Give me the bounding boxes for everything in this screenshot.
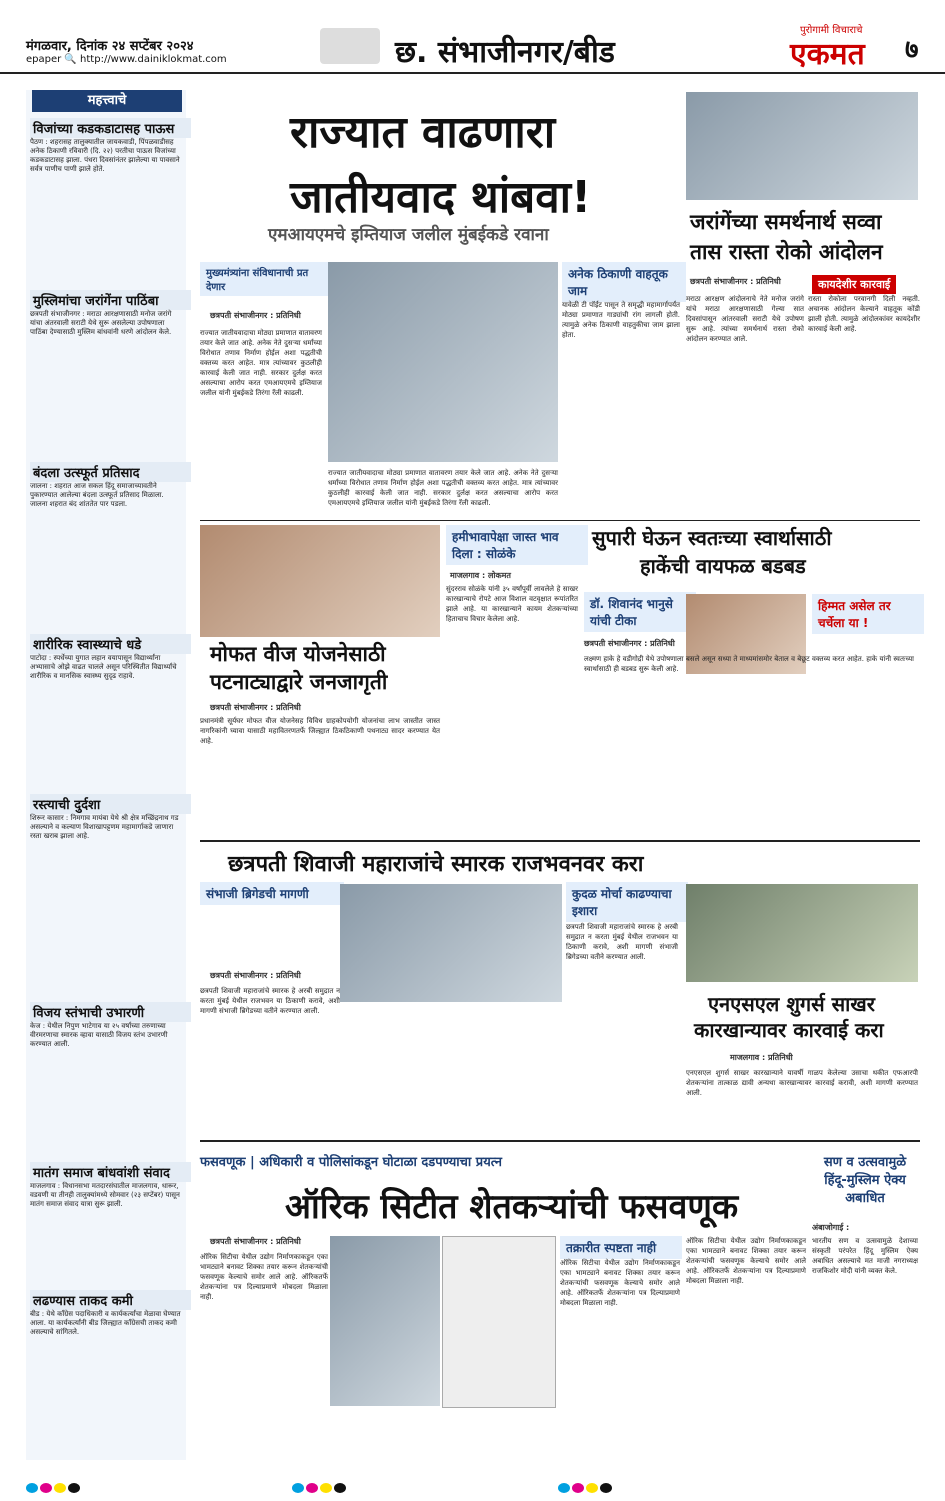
epaper-url[interactable]: epaper 🔍 http://www.dainiklokmat.com <box>26 54 227 65</box>
story-body: मराठा आरक्षण आंदोलनाचे नेते मनोज जरांगे यांचे मराठा आरक्षणासाठी गेल्या सात दिवसांपासून आंतरवाली सराटी येथे उपोषण सुरू आहे. त्यांच्या समर्थनार्थ रास्ता रोको आंदोलन करण्यात आले. <box>686 295 804 343</box>
color-registration-bar <box>26 1478 916 1488</box>
story-body: ऑरिक सिटीचा येथील उद्योग निर्माणकाकडून एका भामट्याने बनावट शिक्का तयार करून शेतकऱ्यांची फसवणूक केल्याचे समोर आले आहे. ऑरिकतर्फे शेतकऱ्यांना पत्र दिल्याप्रमाणे मोबदला मिळाला नाही. <box>686 1237 806 1285</box>
news-photo <box>328 262 558 462</box>
brief-text: जालना : शहरात आज सकल हिंदू समाजाच्यावतीने पुकारण्यात आलेल्या बंदला उत्स्फूर्त प्रतिसाद मिळाला. जालना शहरात बंद शांततेत पार पडला. <box>30 482 164 508</box>
story-body: एनएसएल शुगर्स साखर कारखान्याने यावर्षी गाळप केलेल्या उसाचा थकीत एफआरपी शेतकऱ्यांना तात्काळ द्यावी अन्यथा कारखान्यावर कारवाई करावी, अशी मागणी करण्यात आली. <box>686 1069 918 1097</box>
byline: माजलगाव : लोकमत <box>450 571 511 580</box>
story-body: रास्ता रोकोला परवानगी दिली नव्हती. अचानक आंदोलन केल्याने वाहतूक कोंडी झाली होती. त्यामुळे आंदोलकांवर कायदेशीर कारवाई केली आहे. <box>808 295 920 333</box>
story-body: यावेळी टी पॉईंट पासून ते समृद्धी महामार्गापर्यंत मोठ्या प्रमाणात गाड्यांची रांग लागली होती. त्यामुळे अनेक ठिकाणी वाहतुकीचा जाम झाला होता. <box>562 301 680 339</box>
story-tag: हिम्मत असेल तर चर्चेला या ! <box>812 594 924 634</box>
brief-text: बीड : येथे काँग्रेस पदाधिकारी व कार्यकर्त्यांचा मेळावा घेण्यात आला. या कार्यकर्त्यांनी बीड जिल्ह्यात काँग्रेसची ताकद कमी असल्याचे सांगितले. <box>30 1310 181 1336</box>
brief-text: माजलगाव : विधानसभा मतदारसंघातील माजलगाव, धारूर, वडवणी या तीनही तालुक्यांमध्ये सोमवार (२३ सप्टेंबर) पासून मातंग समाज संवाद यात्रा सुरू झाली. <box>30 1182 180 1208</box>
byline: अंबाजोगाई : <box>812 1223 850 1232</box>
brief-text: पैठण : शहरासह तालुक्यातील जायकवाडी, पिंपळवाडीसह अनेक ठिकाणी रविवारी (दि. २२) परतीचा पाऊस विजांच्या कडकडाटासह झाला. पंधरा दिवसांनंतर झालेल्या या पावसाने सर्वत्र पाणीच पाणी झाले होते. <box>30 138 180 173</box>
byline: छत्रपती संभाजीनगर : प्रतिनिधी <box>210 1237 301 1246</box>
story-tag: संभाजी ब्रिगेडची मागणी <box>200 882 344 905</box>
story-tag: हमीभावापेक्षा जास्त भाव दिला : सोळंके <box>446 525 588 565</box>
byline: छत्रपती संभाजीनगर : प्रतिनिधी <box>690 277 781 286</box>
main-subheadline: एमआयएमचे इम्तियाज जलील मुंबईकडे रवाना <box>268 225 549 245</box>
news-photo <box>340 884 562 1002</box>
byline: माजलगाव : प्रतिनिधी <box>730 1053 793 1062</box>
headline: तास रास्ता रोको आंदोलन <box>690 240 883 264</box>
story-tag: डॉ. शिवानंद भानुसे यांची टीका <box>584 592 696 632</box>
divider <box>200 1140 920 1142</box>
page-number: ७ <box>905 35 919 65</box>
main-headline: जातीयवाद थांबवा! <box>290 172 592 223</box>
brief-text: छत्रपती संभाजीनगर : मराठा आरक्षणासाठी मनोज जरांगे यांचा अंतरवाली सराटी येथे सुरू असलेल्या उपोषणाला पाठिंबा देण्यासाठी मुस्लिम बांधवांनी धरणे आंदोलन केले. <box>30 310 172 336</box>
headline: कारखान्यावर कारवाई करा <box>694 1018 884 1042</box>
story-body: लक्ष्मण हाके हे वडीगोद्री येथे उपोषणाला बसले असून सध्या ते माध्यमांसमोर बेताल व बेछूट वक्तव्य करत आहेत. हाके यांनी स्वतःच्या स्वार्थासाठी ही बडबड सुरू केली आहे. <box>584 655 914 673</box>
byline: छत्रपती संभाजीनगर : प्रतिनिधी <box>584 639 675 648</box>
document-image <box>442 1236 556 1408</box>
story-body: छत्रपती शिवाजी महाराजांचे स्मारक हे अरबी समुद्रात न करता मुंबई येथील राजभवन या ठिकाणी करावे, अशी मागणी संभाजी ब्रिगेडच्या वतीने करण्यात आली. <box>566 923 678 961</box>
story-tag: मुख्यमंत्र्यांना संविधानाची प्रत देणार <box>200 262 330 296</box>
news-photo <box>200 525 440 637</box>
brief-text: पाटोदा : स्पर्धेच्या युगात लहान वयापासून विद्यार्थ्यांना अभ्यासाचे ओझे वाढत चालले असून परिस्थितीत विद्यार्थ्यांचे शारीरिक व मानसिक स्वास्थ्य सुदृढ राहावे. <box>30 654 177 680</box>
story-tag: तक्रारीत स्पष्टता नाही <box>560 1236 682 1259</box>
headline: ऑरिक सिटीत शेतकऱ्यांची फसवणूक <box>285 1187 739 1227</box>
headline: जरांगेंच्या समर्थनार्थ सव्वा <box>690 210 882 234</box>
headline: सण व उत्सवामुळे हिंदू-मुस्लिम ऐक्य अबाधित <box>823 1155 907 1206</box>
brief-title: रस्त्याची दुर्दशा <box>30 794 191 814</box>
brand-logo: एकमत <box>790 37 865 72</box>
story-body: भारतीय सण व उत्सवामुळे देशाच्या संस्कृती परंपरेत हिंदू मुस्लिम ऐक्य अबाधित असल्याचे मत माजी नगराध्यक्ष राजकिशोर मोदी यांनी व्यक्त केले. <box>812 1237 918 1275</box>
section-title: छ. संभाजीनगर/बीड <box>395 35 615 70</box>
byline: छत्रपती संभाजीनगर : प्रतिनिधी <box>210 971 301 980</box>
story-body: छत्रपती शिवाजी महाराजांचे स्मारक हे अरबी समुद्रात न करता मुंबई येथील राजभवन या ठिकाणी करावे, अशी मागणी संभाजी ब्रिगेडच्या वतीने करण्यात आली. <box>200 987 340 1015</box>
news-photo <box>686 884 918 982</box>
brief-text: शिरूर कासार : निमगाव मायंबा येथे श्री क्षेत्र मच्छिंद्रनाथ गड असल्याने व कल्याण विशाखापट्टणम महामार्गाकडे जाणारा रस्ता खराब झाला आहे. <box>30 814 179 840</box>
story-body: सुंदरराव सोळंके यांनी ३५ वर्षांपूर्वी लावलेले हे साखर कारखान्याचे रोपटे आज विशाल वटवृक्षात रूपांतरित झाले आहे. या कारखान्याने कायम शेतकऱ्यांच्या हिताचाच विचार केलेला आहे. <box>446 585 578 623</box>
brief-title: मातंग समाज बांधवांशी संवाद <box>30 1162 191 1182</box>
news-photo <box>686 92 918 200</box>
brief-title: मुस्लिमांचा जरांगेंना पाठिंबा <box>30 290 191 310</box>
story-tag: कुदळ मोर्चा काढण्याचा इशारा <box>566 882 688 922</box>
story-body: राज्यात जातीयवादाचा मोठ्या प्रमाणात वातावरण तयार केले जात आहे. अनेक नेते दुसऱ्या धर्मांच्या विरोधात तणाव निर्माण होईल अशा पद्धतीची वक्तव्य करत आहेत. मात्र त्यांच्यावर कुठलीही कारवाई केली जात नाही. सरकार दुर्लक्ष करत असल्याचा आरोप करत एमआयएमचे इम्तियाज जलील यांनी मुंबईकडे तिरंगा रॅली काढली. <box>328 469 558 507</box>
brief-title: लढण्यास ताकद कमी <box>30 1290 191 1310</box>
brief-title: विजांच्या कडकडाटासह पाऊस <box>30 118 191 138</box>
issue-date: मंगळवार, दिनांक २४ सप्टेंबर २०२४ <box>26 39 194 54</box>
main-headline: राज्यात वाढणारा <box>290 107 556 158</box>
headline: मोफत वीज योजनेसाठी <box>210 642 386 666</box>
banner-strip: फसवणूक | अधिकारी व पोलिसांकडून घोटाळा दडपण्याचा प्रयत्न <box>200 1155 502 1170</box>
headline: पटनाट्याद्वारे जनजागृती <box>210 670 388 694</box>
divider <box>200 520 920 521</box>
brief-title: बंदला उत्स्फूर्त प्रतिसाद <box>30 462 191 482</box>
story-tag: अनेक ठिकाणी वाहतूक जाम <box>562 262 686 302</box>
headline: छत्रपती शिवाजी महाराजांचे स्मारक राजभवनवर करा <box>228 852 644 877</box>
story-body: प्रधानमंत्री सूर्यघर मोफत वीज योजनेसह विविध ग्राहकोपयोगी योजनांचा लाभ जास्तीत जास्त नागरिकांनी घ्यावा यासाठी महावितरणतर्फे जिल्ह्यात ठिकठिकाणी पथनाट्य सादर करण्यात येत आहे. <box>200 717 440 745</box>
story-tag: कायदेशीर कारवाई <box>812 275 896 294</box>
headline: हाकेंची वायफळ बडबड <box>640 554 806 578</box>
byline: छत्रपती संभाजीनगर : प्रतिनिधी <box>210 311 301 320</box>
brief-title: शारीरिक स्वास्थ्याचे धडे <box>30 634 191 654</box>
brand-tagline: पुरोगामी विचाराचे <box>800 25 863 36</box>
left-column-heading: महत्त्वाचे <box>32 90 182 112</box>
story-body: राज्यात जातीयवादाचा मोठ्या प्रमाणात वातावरण तयार केले जात आहे. अनेक नेते दुसऱ्या धर्मांच्या विरोधात तणाव निर्माण होईल अशा पद्धतीची वक्तव्य करत आहेत. मात्र त्यांच्यावर कुठलीही कारवाई केली जात नाही. सरकार दुर्लक्ष करत असल्याचा आरोप करत एमआयएमचे इम्तियाज जलील यांनी मुंबईकडे तिरंगा रॅली काढली. <box>200 329 322 397</box>
brief-text: केज : येथील निपुण भाटेगाव या २५ वर्षांच्या तरुणाच्या वीरमरणाचा स्मारक व्हावा यासाठी विजय स्तंभ उभारणी करण्यात आली. <box>30 1022 168 1048</box>
headline: एनएसएल शुगर्स साखर <box>708 992 875 1016</box>
building-photo <box>330 1236 440 1406</box>
story-body: ऑरिक सिटीचा येथील उद्योग निर्माणकाकडून एका भामट्याने बनावट शिक्का तयार करून शेतकऱ्यांची फसवणूक केल्याचे समोर आले आहे. ऑरिकतर्फे शेतकऱ्यांना पत्र दिल्याप्रमाणे मोबदला मिळाला नाही. <box>200 1253 328 1301</box>
byline: छत्रपती संभाजीनगर : प्रतिनिधी <box>210 703 301 712</box>
story-body: ऑरिक सिटीचा येथील उद्योग निर्माणकाकडून एका भामट्याने बनावट शिक्का तयार करून शेतकऱ्यांची फसवणूक केल्याचे समोर आले आहे. ऑरिकतर्फे शेतकऱ्यांना पत्र दिल्याप्रमाणे मोबदला मिळाला नाही. <box>560 1259 680 1307</box>
brief-title: विजय स्तंभाची उभारणी <box>30 1002 191 1022</box>
region-map-icon <box>320 28 380 64</box>
headline: सुपारी घेऊन स्वतःच्या स्वार्थासाठी <box>592 526 832 550</box>
divider <box>200 840 920 842</box>
